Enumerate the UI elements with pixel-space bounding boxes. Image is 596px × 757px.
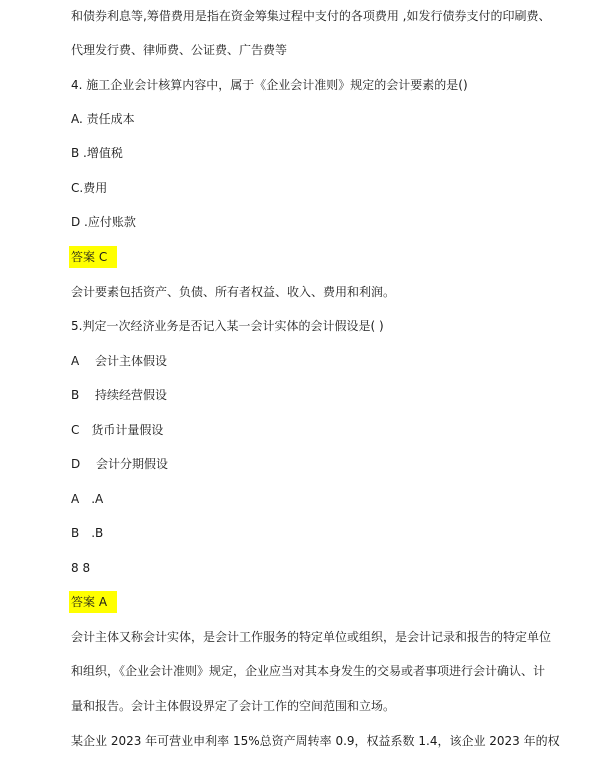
answer-highlight: 答案 C bbox=[69, 246, 117, 268]
explanation: 会计主体又称会计实体，是会计工作服务的特定单位或组织，是会计记录和报告的特定单位 bbox=[71, 630, 552, 644]
option-a: A 会计主体假设 bbox=[71, 354, 168, 368]
text-line: 8 8 bbox=[71, 561, 91, 575]
explanation: 量和报告。会计主体假设界定了会计工作的空间范围和立场。 bbox=[71, 699, 396, 713]
option-a: A. 责任成本 bbox=[71, 112, 135, 126]
option-b: B 持续经营假设 bbox=[71, 388, 168, 402]
option-d: D .应付账款 bbox=[71, 215, 136, 229]
explanation: 会计要素包括资产、负债、所有者权益、收入、费用和利润。 bbox=[71, 285, 396, 299]
option-c: C 货币计量假设 bbox=[71, 423, 164, 437]
question-5: 5.判定一次经济业务是否记入某一会计实体的会计假设是( ) bbox=[71, 319, 384, 333]
answer-label bbox=[71, 249, 117, 265]
explanation: 和组织，《企业会计准则》规定，企业应当对其本身发生的交易或者事项进行会计确认、计 bbox=[71, 664, 546, 678]
text-line: B .B bbox=[71, 526, 104, 540]
answer-label bbox=[71, 594, 117, 610]
text-line: 和债券利息等,筹借费用是指在资金筹集过程中支付的各项费用 ,如发行债券支付的印刷费、 bbox=[71, 9, 551, 23]
question-next: 某企业 2023 年可营业申利率 15%总资产周转率 0.9，权益系数 1.4，该企业 2023 年的权 bbox=[71, 734, 560, 748]
text-line: A .A bbox=[71, 492, 104, 506]
option-b: B .增值税 bbox=[71, 146, 123, 160]
text-line: 代理发行费、律师费、公证费、广告费等 bbox=[71, 43, 288, 57]
option-c: C.费用 bbox=[71, 181, 108, 195]
question-4: 4. 施工企业会计核算内容中，属于《企业会计准则》规定的会计要素的是() bbox=[71, 78, 468, 92]
answer-highlight: 答案 A bbox=[69, 591, 117, 613]
option-d: D 会计分期假设 bbox=[71, 457, 169, 471]
